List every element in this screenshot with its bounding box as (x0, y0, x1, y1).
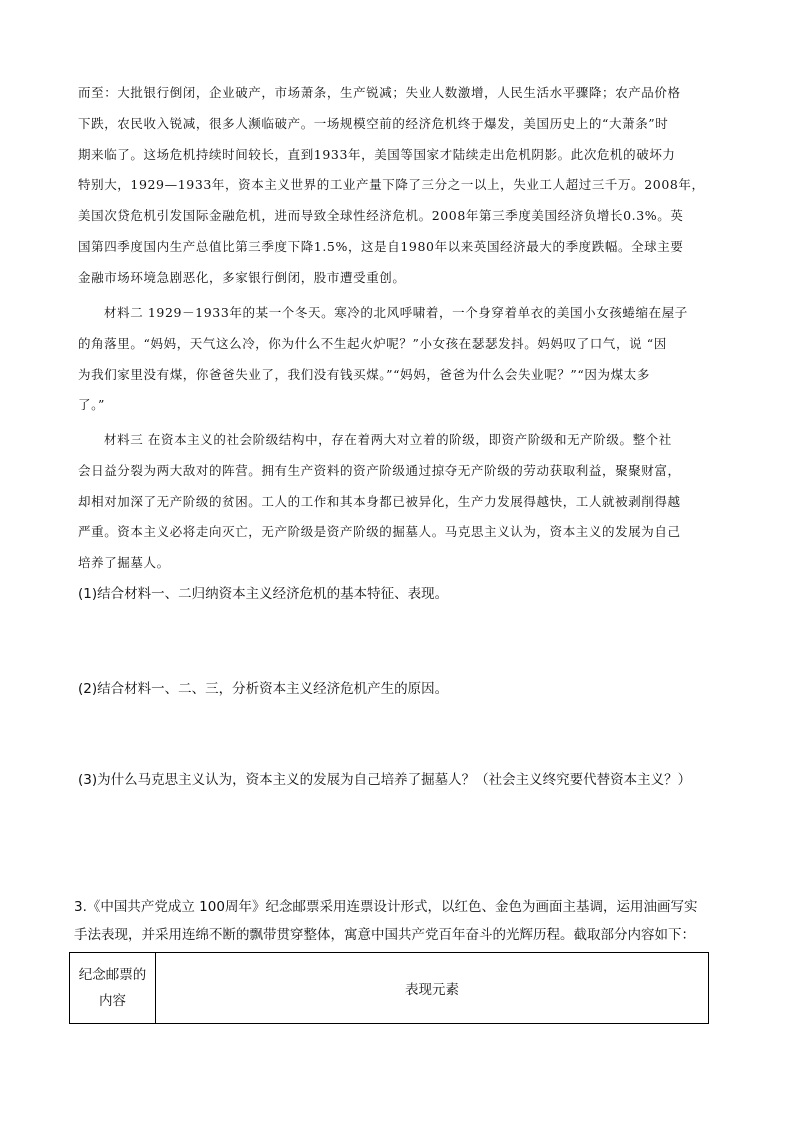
text-line: 3.《中国共产党成立 100周年》纪念邮票采用连票设计形式，以红色、金色为画面主基调，运用油画写实 (74, 899, 698, 915)
stamp-content-table (69, 952, 709, 1024)
question-2: (2)结合材料一、二、三，分析资本主义经济危机产生的原因。 (78, 681, 449, 697)
material-three-paragraph (78, 425, 718, 579)
text-line: 了。” (78, 397, 105, 413)
text-line: 金融市场环境急剧恶化，多家银行倒闭，股市遭受重创。 (78, 269, 406, 285)
question-3: (3)为什么马克思主义认为，资本主义的发展为自己培养了掘墓人？（社会主义终究要代替资本主义？） (78, 772, 692, 788)
table-header-cell (70, 953, 156, 1024)
text-line: 期来临了。这场危机持续时间较长，直到1933年，美国等国家才陆续走出危机阴影。此次危机的破坏力 (78, 146, 676, 162)
text-line: 国第四季度国内生产总值比第三季度下降1.5%，这是自1980年以来英国经济最大的季度跌幅。全球主要 (78, 238, 684, 254)
question-1: (1)结合材料一、二归纳资本主义经济危机的基本特征、表现。 (78, 586, 449, 602)
material-two-paragraph (78, 298, 718, 421)
text-line: 材料二 1929－1933年的某一个冬天。寒冷的北风呼啸着，一个身穿着单衣的美国小女孩蜷缩在屋子 (104, 305, 688, 320)
table-row (70, 953, 709, 1024)
table-header-cell: 表现元素 (156, 953, 709, 1024)
text-line: 的角落里。“妈妈，天气这么冷，你为什么不生起火炉呢？”小女孩在瑟瑟发抖。妈妈叹了口气，说 “因 (78, 335, 667, 351)
text-line: 严重。资本主义必将走向灭亡，无产阶级是资产阶级的掘墓人。马克思主义认为，资本主义的发展为自己 (78, 524, 681, 540)
text-line: 材料三 在资本主义的社会阶级结构中，存在着两大对立着的阶级，即资产阶级和无产阶级。整个社 (104, 432, 672, 447)
text-line: 为我们家里没有煤，你爸爸失业了，我们没有钱买煤。”“妈妈，爸爸为什么会失业呢？”“因为煤太多 (78, 366, 650, 382)
header-line: 内容 (99, 993, 126, 1009)
text-line: 培养了掘墓人。 (78, 555, 170, 571)
text-line: 却相对加深了无产阶级的贫困。工人的工作和其本身都已被异化，生产力发展得越快，工人就被剥削得越 (78, 493, 681, 509)
text-line: 会日益分裂为两大敌对的阵营。拥有生产资料的资产阶级通过掠夺无产阶级的劳动获取利益，聚聚财富， (78, 462, 681, 478)
text-line: 而至：大批银行倒闭，企业破产，市场萧条，生产锐减；失业人数激增，人民生活水平骤降；农产品价格 (78, 85, 681, 100)
text-line: 手法表现，并采用连绵不断的飘带贯穿整体，寓意中国共产党百年奋斗的光辉历程。截取部分内容如下： (74, 927, 695, 943)
text-line: 下跌，农民收入锐减，很多人濒临破产。一场规模空前的经济危机终于爆发，美国历史上的“大萧条”时 (78, 115, 669, 131)
text-line: 美国次贷危机引发国际金融危机，进而导致全球性经济危机。2008年第三季度美国经济负增长0.3%。英 (78, 208, 684, 224)
material-one-paragraph (78, 78, 718, 294)
text-line: 特别大，1929—1933年，资本主义世界的工业产量下降了三分之一以上，失业工人超过三千万。2008年， (78, 177, 705, 193)
header-line: 纪念邮票的 (78, 967, 147, 983)
question-three-intro (74, 893, 724, 949)
